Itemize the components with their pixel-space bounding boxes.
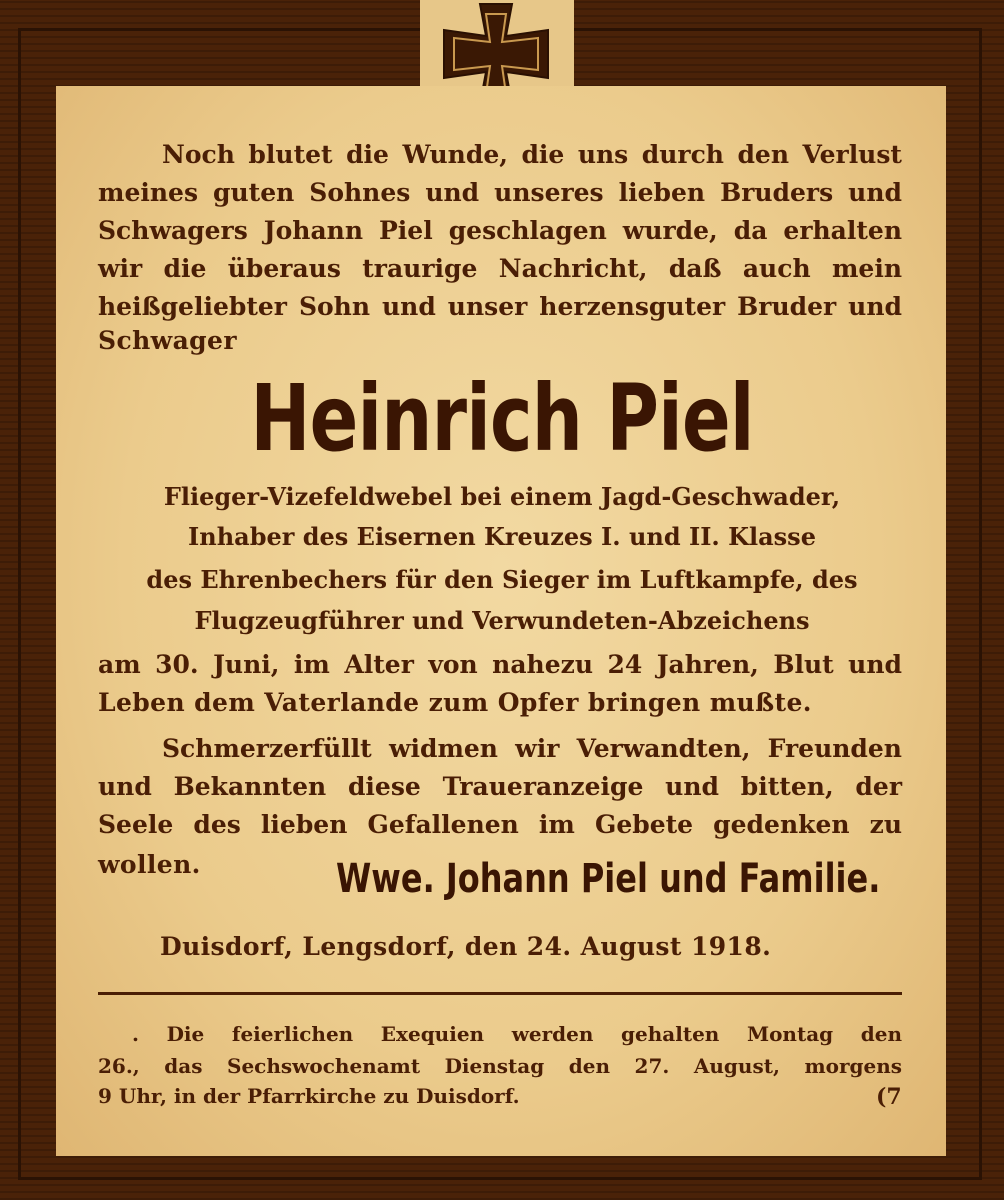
intro-line-5 [98, 292, 902, 321]
divider-rule [98, 992, 902, 995]
deceased-name: Heinrich Piel [250, 365, 754, 472]
footer-mark: (7 [876, 1084, 902, 1110]
intro-line-1 [162, 140, 902, 169]
intro-line-5-text: heißgeliebter Sohn und unser herzensguter Bruder und [98, 292, 902, 321]
closing-line-2 [98, 772, 902, 801]
rank-line-2: Inhaber des Eisernen Kreuzes I. und II. Klasse [188, 522, 816, 551]
death-line-2: Leben dem Vaterlande zum Opfer bringen mußte. [98, 688, 812, 717]
intro-line-4-text: wir die überaus traurige Nachricht, daß auch mein [98, 254, 902, 283]
closing-line-3 [98, 810, 902, 839]
intro-line-4 [98, 254, 902, 283]
rank-line-4: Flugzeugführer und Verwundeten-Abzeichens [194, 606, 810, 635]
closing-line-3-text: Seele des lieben Gefallenen im Gebete gedenken zu [98, 810, 902, 839]
intro-line-2 [98, 178, 902, 207]
intro-line-6: Schwager [98, 326, 237, 355]
footer-line-1 [132, 1022, 902, 1046]
footer-line-3: 9 Uhr, in der Pfarrkirche zu Duisdorf. [98, 1084, 520, 1108]
intro-line-3-text: Schwagers Johann Piel geschlagen wurde, da erhalten [98, 216, 902, 245]
footer-line-1-text: . Die feierlichen Exequien werden gehalten Montag den [132, 1022, 902, 1046]
closing-line-2-text: und Bekannten diese Traueranzeige und bitten, der [98, 772, 902, 801]
intro-line-3 [98, 216, 902, 245]
intro-line-1-text: Noch blutet die Wunde, die uns durch den Verlust [162, 140, 902, 169]
closing-line-1 [162, 734, 902, 763]
death-line-1-text: am 30. Juni, im Alter von nahezu 24 Jahren, Blut und [98, 650, 902, 679]
signature: Wwe. Johann Piel und Familie. [336, 856, 881, 902]
footer-line-2 [98, 1054, 902, 1078]
closing-line-1-text: Schmerzerfüllt widmen wir Verwandten, Freunden [162, 734, 902, 763]
closing-line-4: wollen. [98, 850, 201, 879]
place-date: Duisdorf, Lengsdorf, den 24. August 1918. [160, 932, 772, 961]
death-line-1 [98, 650, 902, 679]
footer-line-2-text: 26., das Sechswochenamt Dienstag den 27. August, morgens [98, 1054, 902, 1078]
rank-line-1: Flieger-Vizefeldwebel bei einem Jagd-Geschwader, [163, 482, 841, 511]
rank-line-3: des Ehrenbechers für den Sieger im Luftkampfe, des [146, 565, 858, 594]
intro-line-2-text: meines guten Sohnes und unseres lieben Bruders und [98, 178, 902, 207]
